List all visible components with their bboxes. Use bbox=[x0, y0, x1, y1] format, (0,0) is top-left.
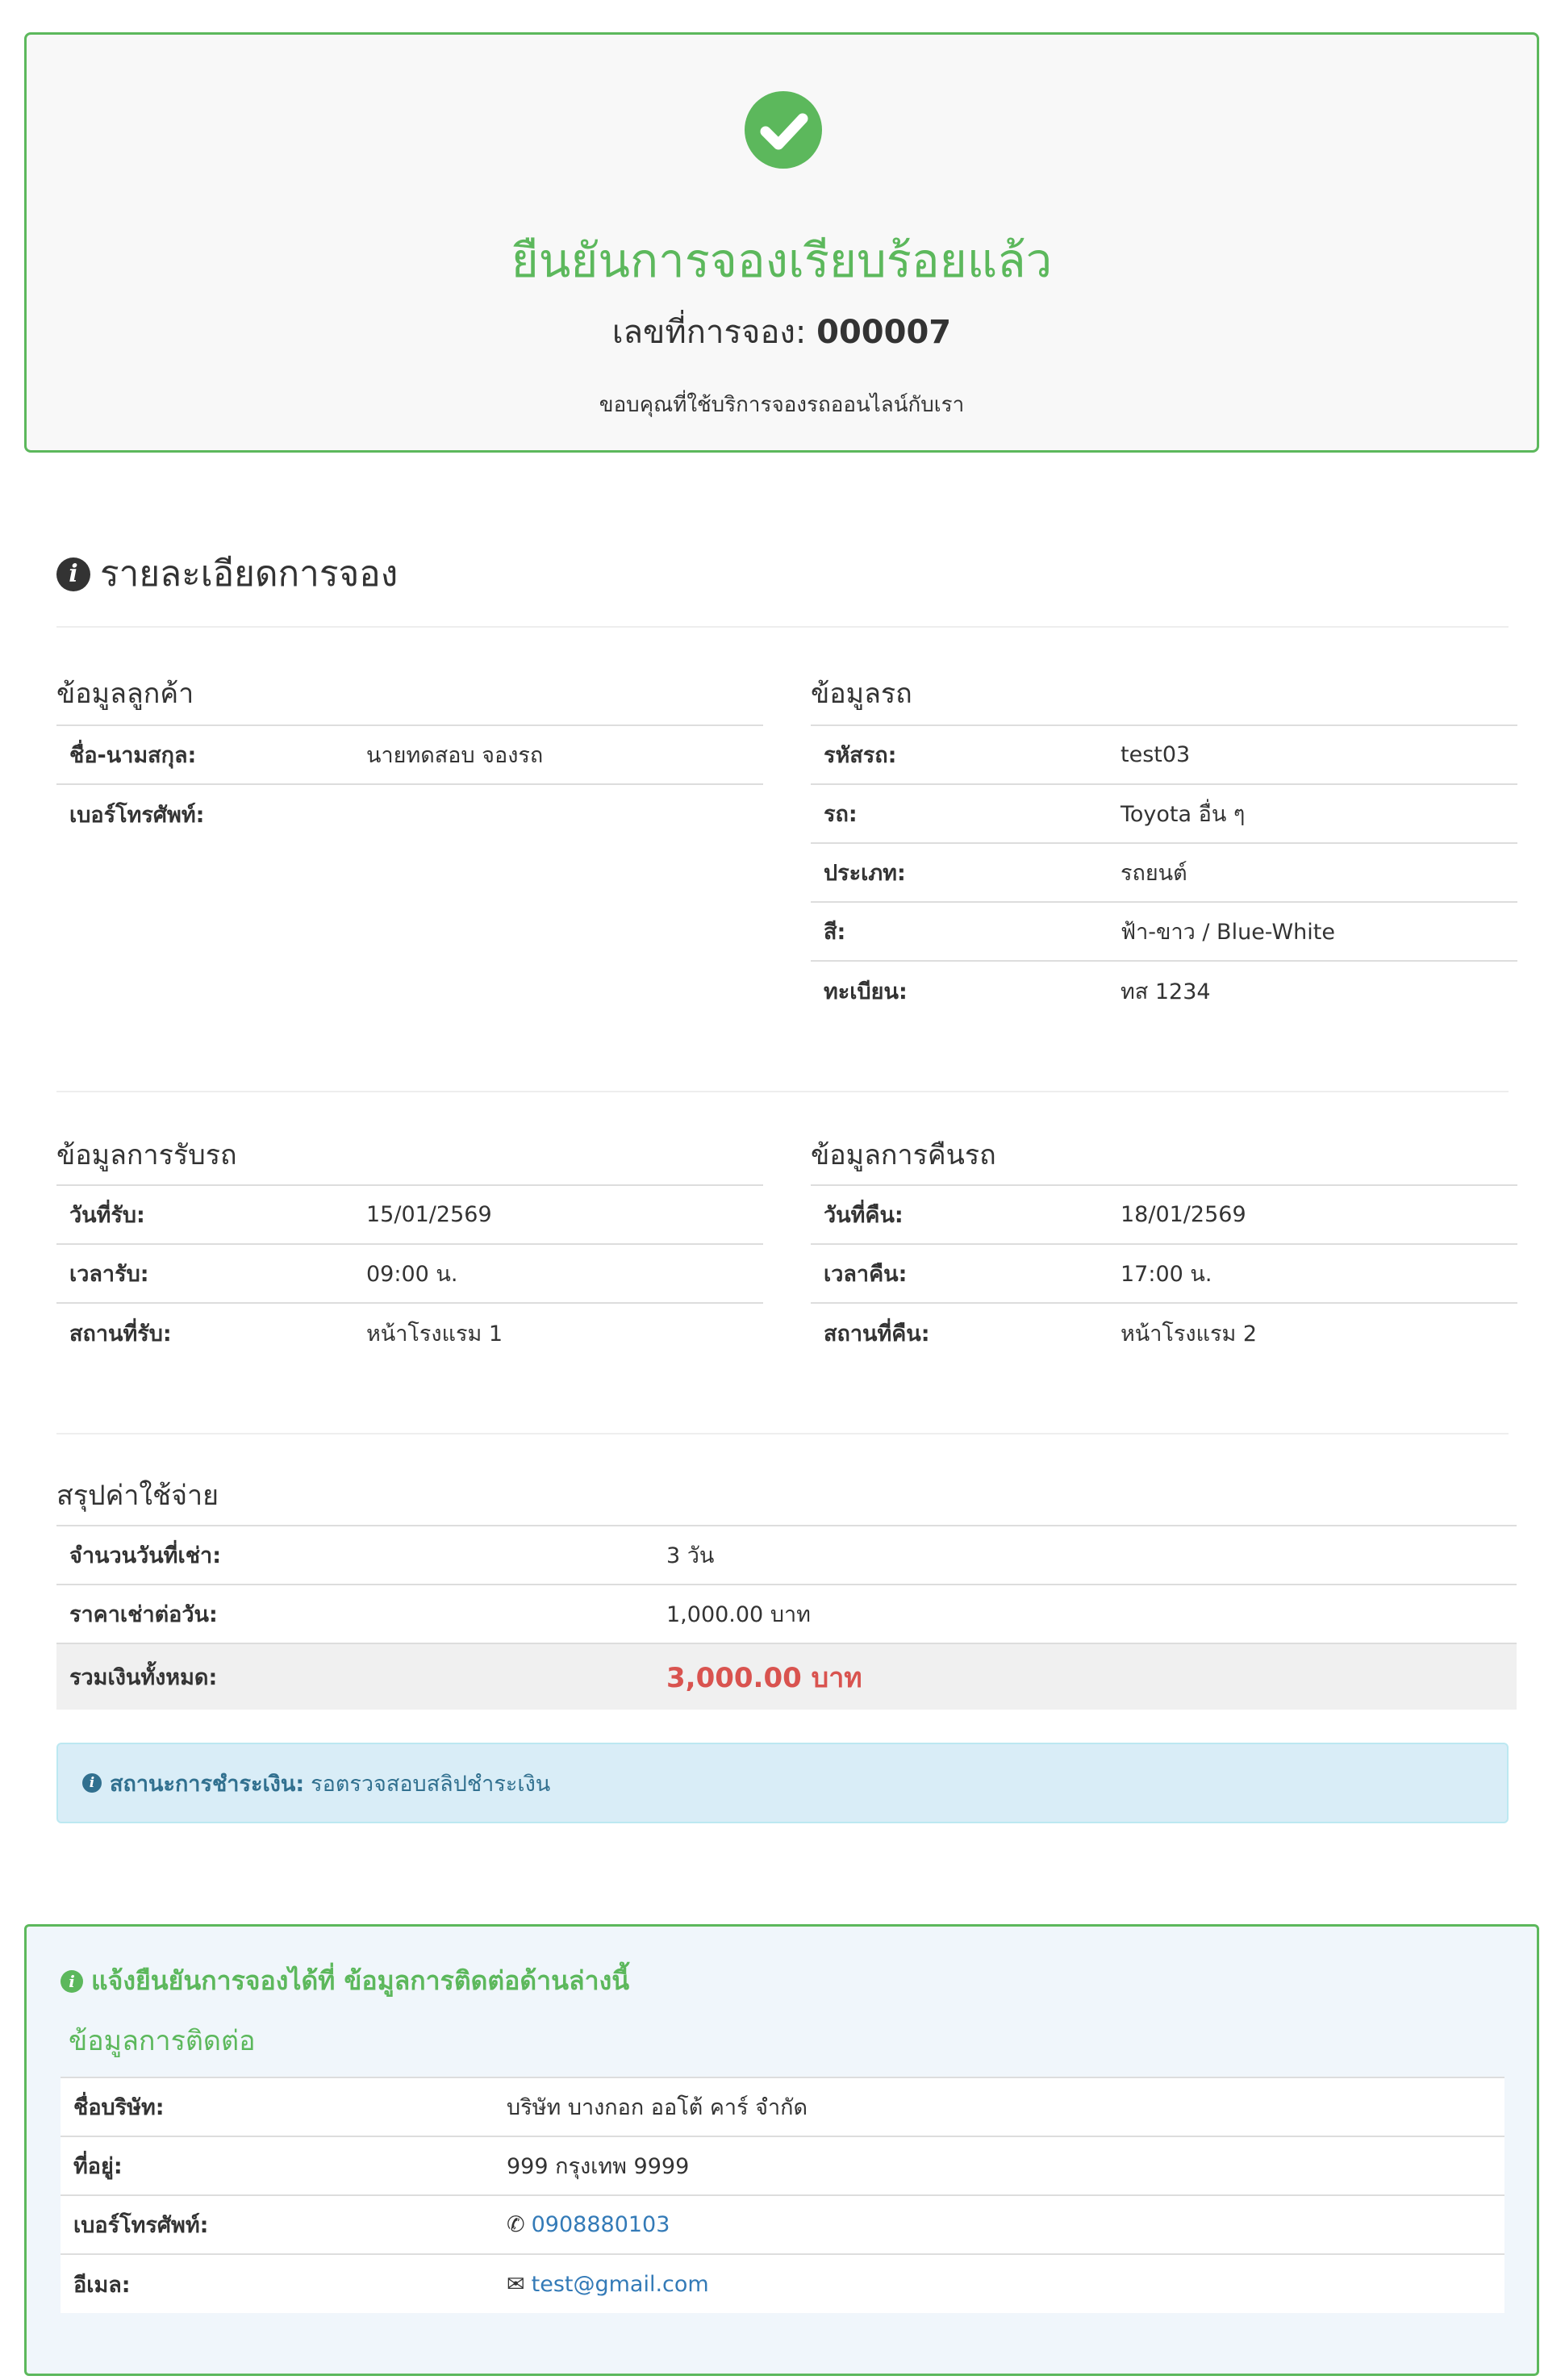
company-label: ชื่อบริษัท: bbox=[73, 2095, 165, 2120]
info-circle-icon: i bbox=[56, 557, 90, 591]
table-row bbox=[61, 2195, 1504, 2254]
booking-success-panel bbox=[24, 32, 1539, 453]
pickup-time-value: 09:00 น. bbox=[366, 1262, 458, 1287]
customer-info-title: ข้อมูลลูกค้า bbox=[56, 678, 194, 710]
customer-name-value: นายทดสอบ จองรถ bbox=[366, 743, 544, 768]
payment-status-alert bbox=[56, 1743, 1509, 1823]
pickup-place-value: หน้าโรงแรม 1 bbox=[366, 1321, 503, 1347]
table-row bbox=[61, 2254, 1504, 2313]
table-row bbox=[56, 784, 763, 843]
return-time-label: เวลาคืน: bbox=[824, 1262, 908, 1287]
thanks-message: ขอบคุณที่ใช้บริการจองรถออนไลน์กับเรา bbox=[599, 393, 965, 417]
total-label: รวมเงินทั้งหมด: bbox=[69, 1665, 218, 1690]
info-circle-icon: i bbox=[82, 1773, 102, 1793]
payment-status-value: รอตรวจสอบสลิปชำระเงิน bbox=[311, 1771, 551, 1797]
cost-summary-table bbox=[56, 1525, 1517, 1710]
table-row bbox=[61, 2136, 1504, 2195]
table-row bbox=[61, 2077, 1504, 2136]
table-row bbox=[811, 902, 1517, 961]
table-row bbox=[56, 725, 763, 784]
car-model-label: รถ: bbox=[824, 802, 858, 827]
booking-details-title: รายละเอียดการจอง bbox=[100, 553, 399, 595]
divider bbox=[56, 626, 1509, 628]
car-color-value: ฟ้า-ขาว / Blue-White bbox=[1121, 920, 1335, 945]
table-row bbox=[811, 1185, 1517, 1244]
phone-icon: ✆ bbox=[507, 2212, 525, 2237]
table-row bbox=[811, 725, 1517, 784]
return-date-value: 18/01/2569 bbox=[1121, 1202, 1246, 1227]
envelope-icon: ✉ bbox=[507, 2271, 525, 2297]
daily-rate-value: 1,000.00 บาท bbox=[666, 1602, 811, 1627]
table-row bbox=[56, 1185, 763, 1244]
car-code-label: รหัสรถ: bbox=[824, 743, 897, 768]
table-row bbox=[811, 961, 1517, 1020]
table-row bbox=[811, 784, 1517, 843]
customer-phone-label: เบอร์โทรศัพท์: bbox=[69, 802, 205, 828]
car-info-title: ข้อมูลรถ bbox=[811, 678, 912, 710]
table-row bbox=[811, 1303, 1517, 1362]
table-row bbox=[56, 1643, 1517, 1710]
contact-title: ข้อมูลการติดต่อ bbox=[69, 2025, 256, 2057]
customer-name-label: ชื่อ-นามสกุล: bbox=[69, 743, 197, 768]
table-row bbox=[811, 1244, 1517, 1303]
address-label: ที่อยู่: bbox=[73, 2154, 123, 2179]
contact-note bbox=[61, 1960, 629, 2002]
car-plate-value: ทส 1234 bbox=[1121, 979, 1211, 1004]
return-place-value: หน้าโรงแรม 2 bbox=[1121, 1321, 1258, 1347]
pickup-info-title: ข้อมูลการรับรถ bbox=[56, 1139, 237, 1171]
car-type-value: รถยนต์ bbox=[1121, 861, 1187, 886]
return-info-table bbox=[811, 1184, 1517, 1362]
booking-number bbox=[27, 312, 1537, 353]
divider bbox=[56, 1433, 1509, 1434]
phone-link[interactable]: 0908880103 bbox=[531, 2212, 670, 2237]
customer-phone-value bbox=[353, 784, 763, 843]
contact-table bbox=[61, 2077, 1504, 2313]
return-info-title: ข้อมูลการคืนรถ bbox=[811, 1139, 996, 1171]
booking-number-label: เลขที่การจอง: bbox=[611, 314, 807, 351]
booking-number-value: 000007 bbox=[816, 314, 952, 351]
pickup-place-label: สถานที่รับ: bbox=[69, 1321, 172, 1347]
total-value: 3,000.00 บาท bbox=[666, 1661, 862, 1694]
payment-status-label: สถานะการชำระเงิน: bbox=[110, 1771, 305, 1797]
divider bbox=[56, 1091, 1509, 1092]
rental-days-value: 3 วัน bbox=[666, 1543, 715, 1568]
daily-rate-label: ราคาเช่าต่อวัน: bbox=[69, 1602, 218, 1627]
pickup-date-label: วันที่รับ: bbox=[69, 1203, 145, 1228]
car-type-label: ประเภท: bbox=[824, 861, 906, 886]
pickup-time-label: เวลารับ: bbox=[69, 1262, 149, 1287]
contact-phone-label: เบอร์โทรศัพท์: bbox=[73, 2213, 209, 2238]
pickup-date-value: 15/01/2569 bbox=[366, 1202, 492, 1227]
pickup-info-table bbox=[56, 1184, 763, 1362]
booking-details-heading bbox=[56, 550, 398, 599]
check-circle-icon bbox=[745, 91, 822, 169]
cost-summary-title: สรุปค่าใช้จ่าย bbox=[56, 1480, 219, 1512]
contact-note-text: แจ้งยืนยันการจองได้ที่ ข้อมูลการติดต่อด้านล่างนี้ bbox=[91, 1965, 630, 1996]
return-place-label: สถานที่คืน: bbox=[824, 1321, 930, 1347]
email-label: อีเมล: bbox=[73, 2272, 131, 2298]
table-row bbox=[811, 843, 1517, 902]
customer-info-table bbox=[56, 724, 763, 843]
table-row bbox=[56, 1585, 1517, 1643]
rental-days-label: จำนวนวันที่เช่า: bbox=[69, 1543, 221, 1568]
company-value: บริษัท บางกอก ออโต้ คาร์ จำกัด bbox=[507, 2095, 808, 2120]
car-color-label: สี: bbox=[824, 920, 846, 945]
car-info-table bbox=[811, 724, 1517, 1020]
table-row bbox=[56, 1526, 1517, 1585]
email-link[interactable]: test@gmail.com bbox=[531, 2271, 709, 2297]
address-value: 999 กรุงเทพ 9999 bbox=[507, 2154, 690, 2179]
car-code-value: test03 bbox=[1121, 742, 1191, 767]
car-model-value: Toyota อื่น ๆ bbox=[1121, 802, 1246, 827]
return-time-value: 17:00 น. bbox=[1121, 1262, 1212, 1287]
info-circle-icon: i bbox=[61, 1970, 83, 1993]
table-row bbox=[56, 1303, 763, 1362]
success-title: ยืนยันการจองเรียบร้อยแล้ว bbox=[511, 233, 1053, 288]
table-row bbox=[56, 1244, 763, 1303]
contact-panel bbox=[24, 1924, 1539, 2376]
car-plate-label: ทะเบียน: bbox=[824, 979, 908, 1004]
return-date-label: วันที่คืน: bbox=[824, 1203, 904, 1228]
